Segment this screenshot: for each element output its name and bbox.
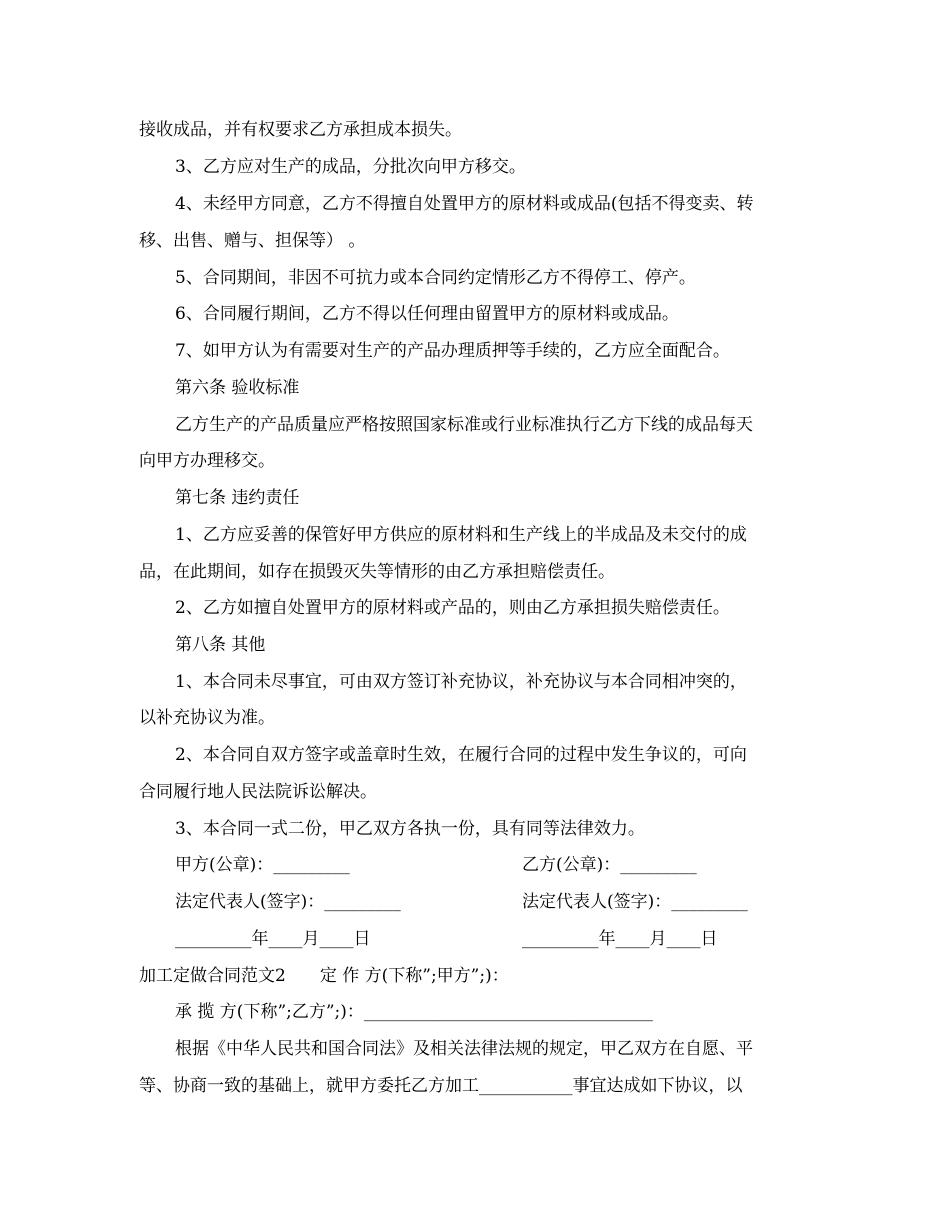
paragraph-line: 6、合同履行期间，乙方不得以任何理由留置甲方的原材料或成品。 [175,304,679,324]
paragraph-line: 品，在此期间，如存在损毁灭失等情形的由乙方承担赔偿责任。 [139,562,615,582]
paragraph-line: 3、乙方应对生产的成品，分批次向甲方移交。 [175,157,526,177]
paragraph-line: 4、未经甲方同意，乙方不得擅自处置甲方的原材料或成品(包括不得变卖、转 [175,194,754,214]
contract-title-line: 加工定做合同范文2 定 作 方(下称”;甲方”;)： [139,966,509,986]
paragraph-line: 以补充协议为准。 [139,708,275,728]
party-a-representative-field: 法定代表人(签字)：_________ [175,892,401,912]
party-b-seal-field: 乙方(公章)：_________ [522,855,697,875]
paragraph-line: 移、出售、赠与、担保等） 。 [139,231,366,251]
paragraph-line: 1、本合同未尽事宜，可由双方签订补充协议，补充协议与本合同相冲突的， [175,672,747,692]
section-heading: 第七条 违约责任 [175,488,300,508]
party-b-date-field: _________年____月____日 [522,929,718,949]
paragraph-line: 等、协商一致的基础上，就甲方委托乙方加工___________事宜达成如下协议，以 [139,1076,743,1096]
party-a-seal-field: 甲方(公章)：_________ [175,855,350,875]
paragraph-line: 2、本合同自双方签字或盖章时生效，在履行合同的过程中发生争议的，可向 [175,745,747,765]
section-heading: 第六条 验收标准 [175,378,300,398]
party-a-date-field: _________年____月____日 [175,929,371,949]
paragraph-line: 根据《中华人民共和国合同法》及相关法律法规的规定，甲乙双方在自愿、平 [175,1039,753,1059]
paragraph-line: 乙方生产的产品质量应严格按照国家标准或行业标准执行乙方下线的成品每天 [175,415,753,435]
paragraph-line: 合同履行地人民法院诉讼解决。 [139,782,377,802]
paragraph-line: 7、如甲方认为有需要对生产的产品办理质押等手续的，乙方应全面配合。 [175,341,730,361]
paragraph-line: 2、乙方如擅自处置甲方的原材料或产品的，则由乙方承担损失赔偿责任。 [175,598,730,618]
paragraph-line: 3、本合同一式二份，甲乙双方各执一份，具有同等法律效力。 [175,819,645,839]
section-heading: 第八条 其他 [175,635,266,655]
party-b-representative-field: 法定代表人(签字)：_________ [522,892,748,912]
paragraph-line: 接收成品，并有权要求乙方承担成本损失。 [139,120,462,140]
paragraph-line: 5、合同期间，非因不可抗力或本合同约定情形乙方不得停工、停产。 [175,268,696,288]
paragraph-line: 1、乙方应妥善的保管好甲方供应的原材料和生产线上的半成品及未交付的成 [175,525,747,545]
paragraph-line: 向甲方办理移交。 [139,451,275,471]
contractor-line: 承 揽 方(下称”;乙方”;)：__________________________________ [175,1002,653,1022]
